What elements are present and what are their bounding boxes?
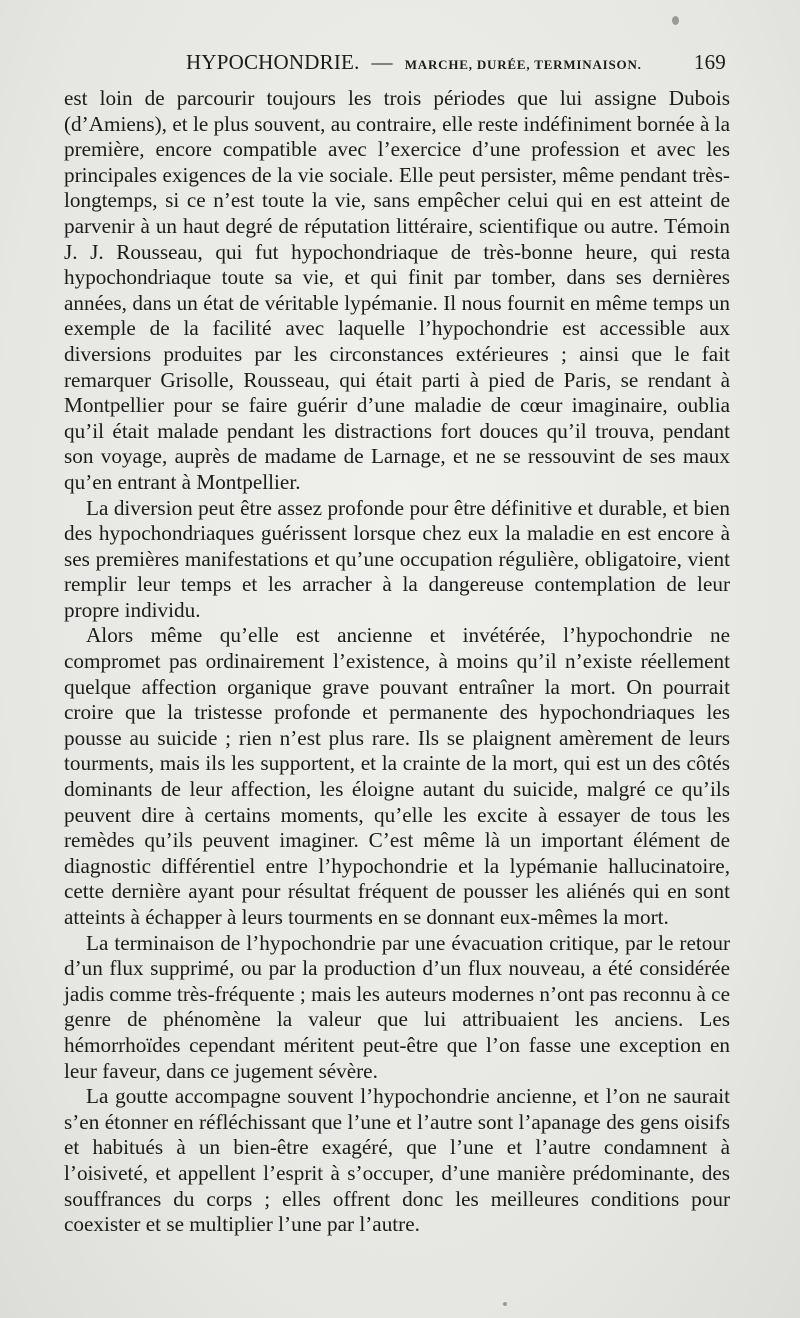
paragraph-1: est loin de parcourir toujours les trois périodes que lui assigne Dubois (d’Amiens), et le plus souvent, au contraire, elle reste indéfiniment bornée à la première, encore compatible avec l’exercice d’une profession et avec les principales exigences de la vie sociale. Elle peut persister, même pendant très-longtemps, si ce n’est toute la vie, sans empêcher celui qui en est atteint de parvenir à un haut degré de réputation littéraire, scientifique ou autre. Témoin J. J. Rousseau, qui fut hypochondriaque de très-bonne heure, qui resta hypochondriaque toute sa vie, et qui finit par tomber, dans ses dernières années, dans un état de véritable lypémanie. Il nous fournit en même temps un exemple de la facilité avec laquelle l’hypochondrie est accessible aux diversions produites par les circonstances extérieures ; ainsi que le fait remarquer Grisolle, Rousseau, qui était parti à pied de Paris, se rendant à Montpellier pour se faire guérir d’une maladie de cœur imaginaire, oublia qu’il était malade pendant les distractions fort douces qu’il trouva, pendant son voyage, auprès de madame de Larnage, et ne se ressouvint de ses maux qu’en entrant à Montpellier. — [64, 86, 730, 494]
page-number: 169 — [693, 50, 726, 74]
paragraph-3: Alors même qu’elle est ancienne et invétérée, l’hypochondrie ne compromet pas ordinairement l’existence, à moins qu’il n’existe réellement quelque affection organique grave pouvant entraîner la mort. On pourrait croire que la tristesse profonde et permanente des hypochondriaques les pousse au suicide ; rien n’est plus rare. Ils se plaignent amèrement de leurs tourments, mais ils les supportent, et la crainte de la mort, qui est un des côtés dominants de leur affection, les éloigne autant du suicide, malgré ce qu’ils peuvent dire à certains moments, qu’elle les excite à essayer de tous les remèdes qu’ils peuvent imaginer. C’est même là un important élément de diagnostic différentiel entre l’hypochondrie et la lypémanie hallucinatoire, cette dernière ayant pour résultat fréquent de pousser les aliénés qui en sont atteints à échapper à leurs tourments en se donnant eux-mêmes la mort. — [64, 623, 730, 929]
header-dash: — — [371, 50, 393, 74]
header-title-group — [186, 50, 642, 75]
paragraph-4: La terminaison de l’hypochondrie par une évacuation critique, par le retour d’un flux supprimé, ou par la production d’un flux nouveau, a été considérée jadis comme très-fréquente ; mais les auteurs modernes n’ont pas reconnu à ce genre de phénomène la valeur que lui attribuaient les anciens. Les hémorrhoïdes cependant méritent peut-être que l’on fasse une exception en leur faveur, dans ce jugement sévère. — [64, 930, 730, 1083]
paper-speck — [503, 1302, 507, 1306]
paper-speck — [672, 16, 679, 25]
running-header — [64, 50, 730, 84]
paragraph-5: La goutte accompagne souvent l’hypochondrie ancienne, et l’on ne saurait s’en étonner en réfléchissant que l’une et l’autre sont l’apanage des gens oisifs et habitués à un bien-être exagéré, que l’une et l’autre condamnent à l’oisiveté, et appellent l’esprit à s’occuper, d’une manière prédominante, des souffrances du corps ; elles offrent donc les meilleures conditions pour coexister et se multiplier l’une par l’autre. — [64, 1084, 730, 1237]
paragraph-2: La diversion peut être assez profonde pour être définitive et durable, et bien des hypochondriaques guérissent lorsque chez eux la maladie en est encore à ses premières manifestations et qu’une occupation régulière, obligatoire, vient remplir leur temps et les arracher à la dangereuse contemplation de leur propre individu. — [64, 495, 730, 622]
header-subtitle: MARCHE, DURÉE, TERMINAISON. — [404, 57, 642, 72]
header-title: HYPOCHONDRIE. — [186, 50, 360, 74]
body-text — [64, 86, 730, 1238]
